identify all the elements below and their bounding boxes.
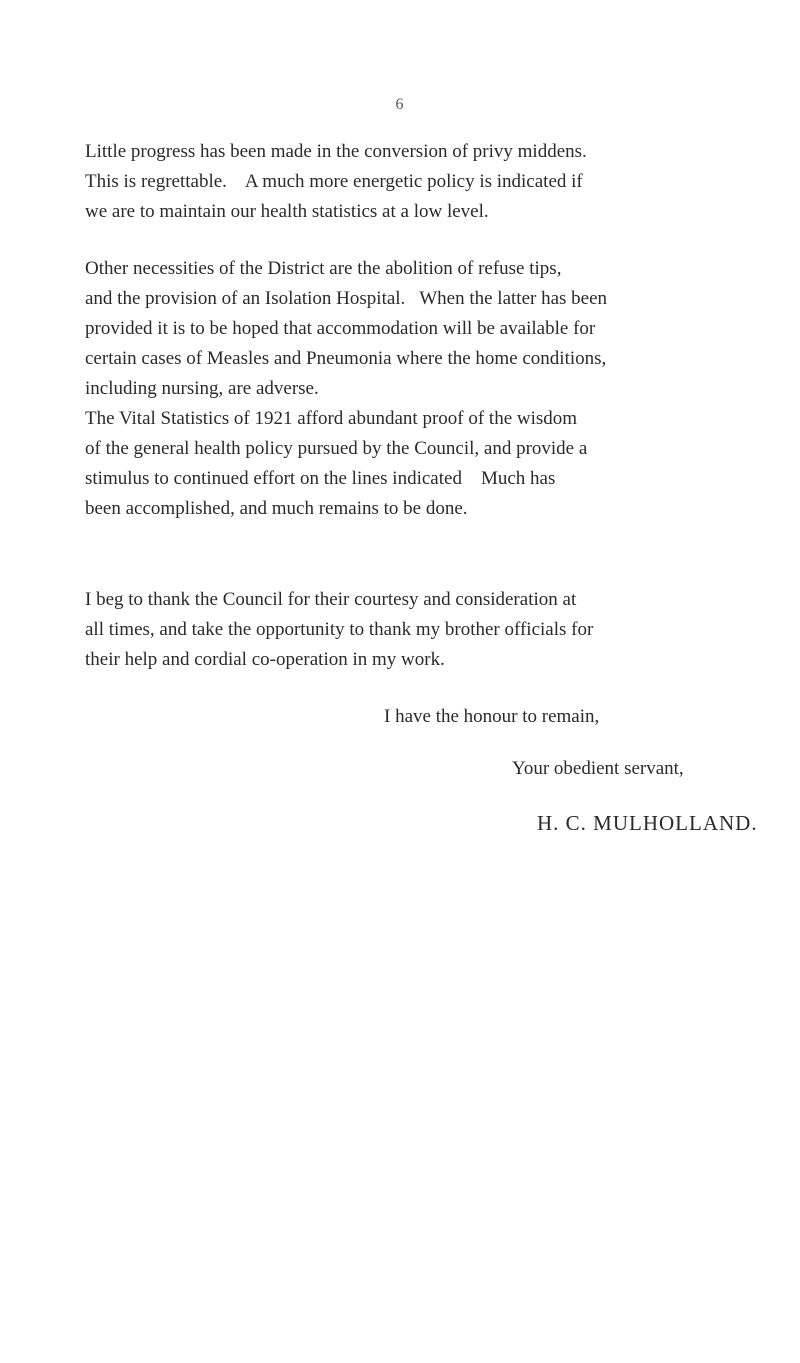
text-line: certain cases of Measles and Pneumonia where the home conditions, bbox=[85, 348, 607, 369]
page-number: 6 bbox=[395, 96, 405, 113]
text-line: Little progress has been made in the conversion of privy middens. bbox=[85, 141, 587, 162]
text-line: we are to maintain our health statistics at a low level. bbox=[85, 201, 489, 222]
text-line: provided it is to be hoped that accommodation will be available for bbox=[85, 318, 596, 339]
text-line: all times, and take the opportunity to thank my brother officials for bbox=[85, 619, 594, 640]
text-line: of the general health policy pursued by the Council, and provide a bbox=[85, 438, 588, 459]
valediction: Your obedient servant, bbox=[512, 758, 684, 779]
text-line: The Vital Statistics of 1921 afford abundant proof of the wisdom bbox=[85, 408, 578, 429]
paragraph-vital-statistics bbox=[85, 404, 765, 524]
signature: H. C. MULHOLLAND. bbox=[537, 811, 758, 835]
text-line: including nursing, are adverse. bbox=[85, 378, 319, 399]
paragraph-district-necessities bbox=[85, 254, 765, 404]
closing-line: I have the honour to remain, bbox=[384, 706, 600, 727]
text-line: their help and cordial co-operation in my work. bbox=[85, 649, 445, 670]
paragraph-thanks bbox=[85, 585, 765, 675]
text-line: stimulus to continued effort on the lines indicated Much has bbox=[85, 468, 556, 489]
text-line: Other necessities of the District are the abolition of refuse tips, bbox=[85, 258, 562, 279]
text-line: I beg to thank the Council for their courtesy and consideration at bbox=[85, 589, 577, 610]
text-line: This is regrettable. A much more energetic policy is indicated if bbox=[85, 171, 583, 192]
text-line: and the provision of an Isolation Hospital. When the latter has been bbox=[85, 288, 608, 309]
paragraph-privy-middens bbox=[85, 137, 765, 227]
text-line: been accomplished, and much remains to be done. bbox=[85, 498, 468, 519]
